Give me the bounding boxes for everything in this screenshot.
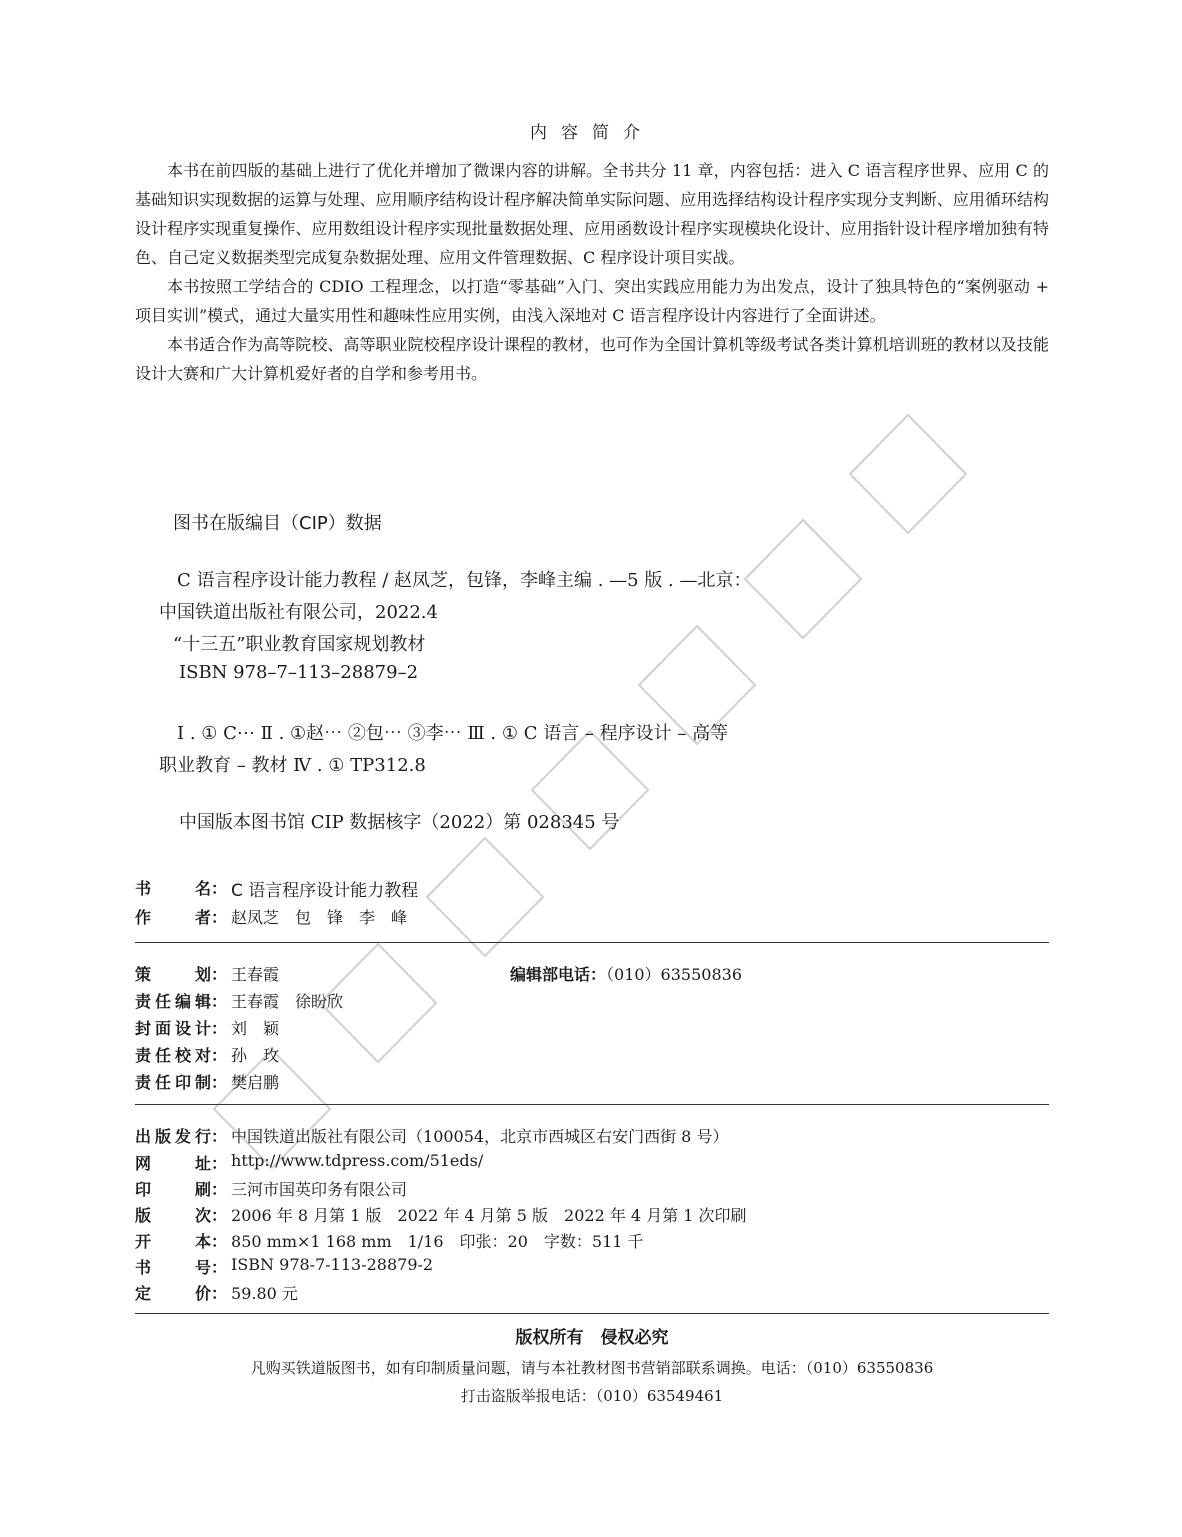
meta-label: 开本 (135, 1232, 211, 1251)
intro-paragraph: 本书适合作为高等院校、高等职业院校程序设计课程的教材，也可作为全国计算机等级考试各类计算机培训班的教材以及技能设计大赛和广大计算机爱好者的自学和参考用书。 (135, 335, 1049, 383)
meta-label: 书名 (135, 879, 211, 898)
intro-title: 内容简介 (530, 123, 654, 143)
editorial-phone-value: （010）63550836 (606, 965, 742, 984)
meta-label: 印刷 (135, 1180, 211, 1199)
proofreader-value: 孙 玫 (231, 1046, 280, 1065)
meta-label: 出版发行 (135, 1127, 211, 1146)
cip-heading: 图书在版编目（CIP）数据 (173, 513, 382, 534)
edition-value: 2006 年 8 月第 1 版 2022 年 4 月第 5 版 2022 年 4 月第 1 次印刷 (231, 1206, 747, 1225)
cip-line: ISBN 978–7–113–28879–2 (179, 662, 419, 683)
meta-label: 策划 (135, 965, 211, 984)
publisher-row: 出版发行 ： 中国铁道出版社有限公司（100054，北京市西城区右安门西街 8 号） (135, 1124, 728, 1147)
meta-label: 版次 (135, 1206, 211, 1225)
divider (135, 942, 1049, 943)
author-value: 赵凤芝 包 锋 李 峰 (231, 908, 408, 927)
meta-label: 书号 (135, 1258, 211, 1277)
cover-design-row: 封面设计 ： 刘 颖 (135, 1016, 279, 1039)
planner-value: 王春霞 (231, 965, 280, 984)
cip-line: 职业教育 – 教材 Ⅳ . ① TP312.8 (159, 755, 426, 776)
editorial-phone-label: 编辑部电话： (510, 965, 607, 984)
watermark-diamond (427, 838, 543, 956)
watermark-diamond (745, 520, 861, 638)
meta-label: 责任校对 (135, 1046, 211, 1065)
book-name-value: C 语言程序设计能力教程 (231, 881, 419, 901)
printer-value: 三河市国英印务有限公司 (231, 1180, 408, 1199)
price-value: 59.80 元 (231, 1284, 298, 1303)
price-row: 定价 ： 59.80 元 (135, 1281, 298, 1304)
cip-line: Ⅰ . ① C⋯ Ⅱ . ①赵⋯ ②包⋯ ③李⋯ Ⅲ . ① C 语言 – 程序设计 – 高等 (177, 723, 729, 744)
meta-label: 封面设计 (135, 1019, 211, 1038)
editorial-phone (510, 962, 742, 985)
editor-row: 责任编辑 ： 王春霞 徐盼欣 (135, 989, 343, 1012)
divider (135, 1313, 1049, 1314)
quality-notice: 凡购买铁道版图书，如有印制质量问题，请与本社教材图书营销部联系调换。电话：（010）63550836 (250, 1359, 934, 1377)
print-manager-row: 责任印制 ： 樊启鹏 (135, 1070, 279, 1093)
book-name-row: 书名 ： C 语言程序设计能力教程 (135, 876, 418, 901)
isbn-value: ISBN 978-7-113-28879-2 (231, 1255, 434, 1274)
divider (135, 1104, 1049, 1105)
meta-label: 定价 (135, 1284, 211, 1303)
meta-label: 作者 (135, 908, 211, 927)
intro-paragraph: 本书按照工学结合的 CDIO 工程理念，以打造“零基础”入门、突出实践应用能力为出发点，设计了独具特色的“案例驱动 + 项目实训”模式，通过大量实用性和趣味性应用实例，由浅入深地对 C 语言程序设计内容进行了全面讲述。 (135, 277, 1049, 325)
proofreader-row: 责任校对 ： 孙 玫 (135, 1043, 279, 1066)
website-row: 网址 ： http://www.tdpress.com/51eds/ (135, 1151, 484, 1173)
cover-design-value: 刘 颖 (231, 1019, 280, 1038)
planner-row: 策划 ： 王春霞 (135, 962, 279, 985)
intro-body (135, 156, 1049, 388)
cip-line: “十三五”职业教育国家规划教材 (173, 634, 426, 655)
piracy-hotline: 打击盗版举报电话：（010）63549461 (460, 1387, 724, 1405)
printer-row: 印刷 ： 三河市国英印务有限公司 (135, 1177, 407, 1200)
editor-value: 王春霞 徐盼欣 (231, 992, 344, 1011)
website-value: http://www.tdpress.com/51eds/ (231, 1151, 484, 1170)
format-value: 850 mm×1 168 mm 1/16 印张：20 字数：511 千 (231, 1232, 644, 1251)
meta-label: 责任印制 (135, 1073, 211, 1092)
copyright-title: 版权所有 侵权必究 (515, 1328, 669, 1348)
edition-row: 版次 ： 2006 年 8 月第 1 版 2022 年 4 月第 5 版 2022 年 4 月第 1 次印刷 (135, 1203, 747, 1226)
isbn-row: 书号 ： ISBN 978-7-113-28879-2 (135, 1255, 434, 1277)
watermark-diamond (850, 415, 966, 533)
meta-label: 责任编辑 (135, 992, 211, 1011)
intro-paragraph: 本书在前四版的基础上进行了优化并增加了微课内容的讲解。全书共分 11 章，内容包括：进入 C 语言程序世界、应用 C 的基础知识实现数据的运算与处理、应用顺序结构设计程序解决简单实际问题、应用选择结构设计程序实现分支判断、应用循环结构设计程序实现重复操作、应用数组设计程序实现批量数据处理、应用函数设计程序实现模块化设计、应用指针设计程序增加独有特色、自己定义数据类型完成复杂数据处理、应用文件管理数据、C 程序设计项目实战。 (135, 161, 1049, 267)
cip-line: C 语言程序设计能力教程 / 赵凤芝，包锋，李峰主编 . —5 版 . —北京： (177, 570, 752, 591)
meta-label: 网址 (135, 1154, 211, 1173)
format-row: 开本 ： 850 mm×1 168 mm 1/16 印张：20 字数：511 千 (135, 1229, 644, 1252)
cip-line: 中国铁道出版社有限公司，2022.4 (159, 602, 438, 623)
cip-line: 中国版本图书馆 CIP 数据核字（2022）第 028345 号 (179, 812, 620, 833)
publisher-value: 中国铁道出版社有限公司（100054，北京市西城区右安门西街 8 号） (231, 1127, 729, 1146)
author-row: 作者 ： 赵凤芝 包 锋 李 峰 (135, 905, 407, 928)
print-manager-value: 樊启鹏 (231, 1073, 280, 1092)
